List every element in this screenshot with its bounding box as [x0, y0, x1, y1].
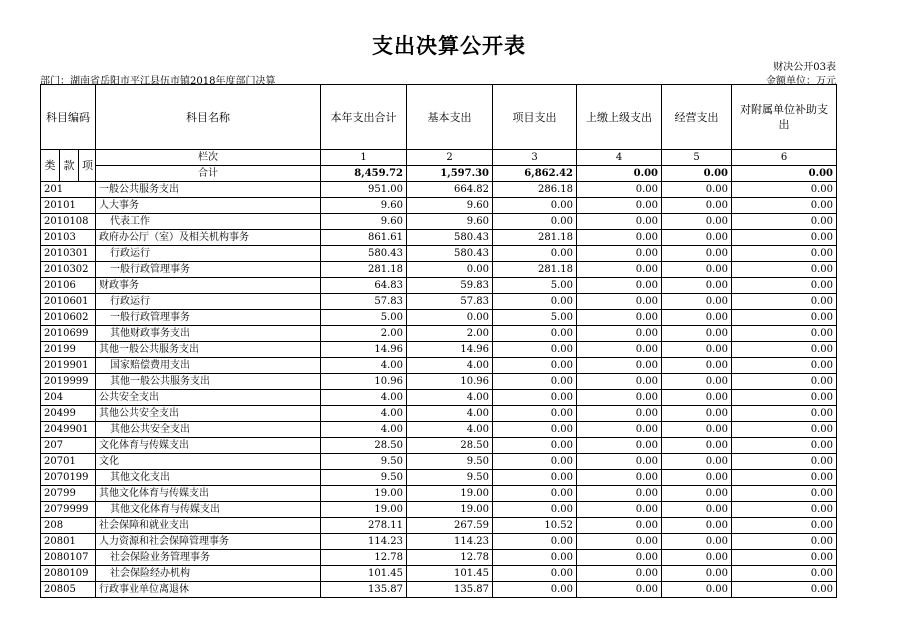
row-value: 12.78	[407, 550, 493, 566]
row-value: 281.18	[493, 262, 577, 278]
row-value: 0.00	[577, 470, 662, 486]
row-code: 201	[41, 182, 96, 198]
row-value: 0.00	[662, 486, 732, 502]
row-code: 2010301	[41, 246, 96, 262]
row-code: 20805	[41, 582, 96, 598]
table-row	[41, 518, 837, 534]
row-name: 其他文化体育与传媒支出	[96, 486, 321, 502]
row-value: 0.00	[732, 310, 837, 326]
table-row	[41, 246, 837, 262]
row-value: 0.00	[577, 550, 662, 566]
row-value: 951.00	[321, 182, 407, 198]
row-value: 0.00	[577, 326, 662, 342]
row-value: 0.00	[732, 566, 837, 582]
row-name: 其他文化支出	[96, 470, 321, 486]
table-row	[41, 374, 837, 390]
row-value: 114.23	[321, 534, 407, 550]
table-row	[41, 214, 837, 230]
department-label: 部门：湖南省岳阳市平江县伍市镇2018年度部门决算	[40, 76, 276, 87]
row-value: 0.00	[493, 422, 577, 438]
col-index-5: 5	[662, 150, 732, 166]
row-value: 101.45	[321, 566, 407, 582]
header-xiang: 项	[79, 150, 96, 182]
row-value: 0.00	[732, 374, 837, 390]
row-value: 0.00	[662, 374, 732, 390]
row-value: 0.00	[732, 454, 837, 470]
row-name: 一般公共服务支出	[96, 182, 321, 198]
row-value: 0.00	[732, 422, 837, 438]
table-row	[41, 278, 837, 294]
row-name: 文化体育与传媒支出	[96, 438, 321, 454]
row-name: 其他一般公共服务支出	[96, 342, 321, 358]
table-row	[41, 182, 837, 198]
row-name: 公共安全支出	[96, 390, 321, 406]
row-code: 20799	[41, 486, 96, 502]
row-value: 19.00	[407, 486, 493, 502]
row-value: 2.00	[321, 326, 407, 342]
row-value: 9.50	[321, 470, 407, 486]
row-value: 281.18	[321, 262, 407, 278]
row-code: 2049901	[41, 422, 96, 438]
row-value: 278.11	[321, 518, 407, 534]
row-value: 0.00	[732, 246, 837, 262]
row-value: 0.00	[493, 198, 577, 214]
row-value: 0.00	[662, 550, 732, 566]
total-value: 6,862.42	[493, 166, 577, 182]
expenditure-table	[40, 84, 837, 598]
row-value: 28.50	[407, 438, 493, 454]
row-value: 0.00	[732, 518, 837, 534]
row-value: 0.00	[577, 198, 662, 214]
header-subsidy: 对附属单位补助支出	[732, 85, 837, 150]
row-value: 0.00	[493, 390, 577, 406]
row-value: 0.00	[662, 310, 732, 326]
row-value: 0.00	[662, 198, 732, 214]
row-name: 其他公共安全支出	[96, 422, 321, 438]
table-row	[41, 390, 837, 406]
table-row	[41, 406, 837, 422]
row-value: 0.00	[493, 566, 577, 582]
header-lanci: 栏次	[96, 150, 321, 166]
row-value: 0.00	[732, 182, 837, 198]
row-value: 0.00	[662, 214, 732, 230]
row-value: 861.61	[321, 230, 407, 246]
row-value: 0.00	[732, 502, 837, 518]
table-row	[41, 550, 837, 566]
row-value: 0.00	[732, 438, 837, 454]
row-code: 2010699	[41, 326, 96, 342]
row-name: 代表工作	[96, 214, 321, 230]
row-value: 14.96	[407, 342, 493, 358]
col-index-6: 6	[732, 150, 837, 166]
row-name: 一般行政管理事务	[96, 262, 321, 278]
row-name: 社会保险经办机构	[96, 566, 321, 582]
header-kuan: 款	[60, 150, 79, 182]
row-value: 9.60	[407, 198, 493, 214]
row-value: 286.18	[493, 182, 577, 198]
table-row	[41, 310, 837, 326]
header-operating: 经营支出	[662, 85, 732, 150]
table-row	[41, 294, 837, 310]
row-code: 204	[41, 390, 96, 406]
row-value: 580.43	[407, 230, 493, 246]
row-value: 57.83	[321, 294, 407, 310]
row-value: 10.96	[407, 374, 493, 390]
row-value: 0.00	[662, 470, 732, 486]
table-row	[41, 358, 837, 374]
row-value: 4.00	[321, 422, 407, 438]
col-index-4: 4	[577, 150, 662, 166]
row-value: 0.00	[577, 486, 662, 502]
row-code: 2080109	[41, 566, 96, 582]
row-value: 19.00	[407, 502, 493, 518]
row-value: 0.00	[577, 454, 662, 470]
row-value: 0.00	[732, 390, 837, 406]
row-value: 0.00	[577, 374, 662, 390]
row-value: 0.00	[662, 502, 732, 518]
row-value: 0.00	[662, 278, 732, 294]
col-index-3: 3	[493, 150, 577, 166]
row-value: 0.00	[407, 310, 493, 326]
row-code: 2019901	[41, 358, 96, 374]
row-value: 0.00	[493, 326, 577, 342]
row-name: 其他公共安全支出	[96, 406, 321, 422]
table-row	[41, 326, 837, 342]
row-value: 4.00	[407, 406, 493, 422]
row-value: 0.00	[577, 438, 662, 454]
row-value: 4.00	[407, 422, 493, 438]
row-value: 0.00	[493, 470, 577, 486]
row-value: 0.00	[662, 342, 732, 358]
row-value: 0.00	[493, 534, 577, 550]
row-value: 14.96	[321, 342, 407, 358]
row-value: 28.50	[321, 438, 407, 454]
row-value: 0.00	[493, 550, 577, 566]
row-value: 0.00	[732, 582, 837, 598]
row-value: 12.78	[321, 550, 407, 566]
form-number: 财决公开03表	[773, 62, 836, 73]
row-value: 0.00	[577, 214, 662, 230]
row-value: 0.00	[662, 326, 732, 342]
row-value: 0.00	[662, 518, 732, 534]
row-value: 0.00	[662, 358, 732, 374]
header-total: 本年支出合计	[321, 85, 407, 150]
row-name: 其他财政事务支出	[96, 326, 321, 342]
row-value: 0.00	[662, 534, 732, 550]
row-value: 0.00	[577, 566, 662, 582]
row-code: 207	[41, 438, 96, 454]
row-value: 57.83	[407, 294, 493, 310]
table-row	[41, 438, 837, 454]
row-value: 0.00	[662, 406, 732, 422]
row-value: 4.00	[321, 406, 407, 422]
row-value: 0.00	[732, 358, 837, 374]
row-code: 20103	[41, 230, 96, 246]
row-value: 135.87	[321, 582, 407, 598]
row-value: 10.52	[493, 518, 577, 534]
row-name: 行政运行	[96, 246, 321, 262]
row-value: 0.00	[732, 278, 837, 294]
row-value: 0.00	[732, 214, 837, 230]
row-name: 文化	[96, 454, 321, 470]
row-code: 20499	[41, 406, 96, 422]
row-value: 0.00	[662, 454, 732, 470]
table-row	[41, 582, 837, 598]
row-value: 19.00	[321, 502, 407, 518]
total-value: 1,597.30	[407, 166, 493, 182]
row-value: 0.00	[732, 534, 837, 550]
row-value: 4.00	[321, 390, 407, 406]
row-value: 4.00	[407, 358, 493, 374]
header-project: 项目支出	[493, 85, 577, 150]
row-value: 135.87	[407, 582, 493, 598]
row-value: 4.00	[407, 390, 493, 406]
row-value: 0.00	[577, 310, 662, 326]
row-name: 财政事务	[96, 278, 321, 294]
row-value: 0.00	[493, 358, 577, 374]
row-value: 9.50	[321, 454, 407, 470]
header-name: 科目名称	[96, 85, 321, 150]
row-value: 5.00	[321, 310, 407, 326]
table-row	[41, 198, 837, 214]
row-value: 0.00	[662, 438, 732, 454]
row-value: 0.00	[732, 550, 837, 566]
table-row	[41, 342, 837, 358]
row-value: 0.00	[662, 230, 732, 246]
table-row	[41, 502, 837, 518]
row-value: 0.00	[493, 582, 577, 598]
table-row	[41, 486, 837, 502]
header-lei: 类	[41, 150, 60, 182]
row-value: 0.00	[577, 422, 662, 438]
row-value: 0.00	[662, 246, 732, 262]
row-value: 0.00	[662, 262, 732, 278]
row-name: 其他文化体育与传媒支出	[96, 502, 321, 518]
unit-label: 金额单位：万元	[766, 76, 836, 87]
row-value: 0.00	[732, 230, 837, 246]
row-value: 267.59	[407, 518, 493, 534]
row-name: 人力资源和社会保障管理事务	[96, 534, 321, 550]
row-value: 0.00	[577, 582, 662, 598]
row-value: 0.00	[732, 470, 837, 486]
header-upper: 上缴上级支出	[577, 85, 662, 150]
row-value: 5.00	[493, 278, 577, 294]
row-value: 0.00	[732, 486, 837, 502]
row-value: 0.00	[493, 502, 577, 518]
row-value: 0.00	[662, 294, 732, 310]
row-value: 0.00	[493, 454, 577, 470]
total-value: 0.00	[577, 166, 662, 182]
row-code: 2010601	[41, 294, 96, 310]
row-value: 0.00	[732, 262, 837, 278]
header-code: 科目编码	[41, 85, 96, 150]
row-value: 0.00	[577, 262, 662, 278]
table-row	[41, 470, 837, 486]
row-value: 9.60	[321, 198, 407, 214]
row-name: 人大事务	[96, 198, 321, 214]
row-value: 0.00	[662, 422, 732, 438]
row-value: 19.00	[321, 486, 407, 502]
row-value: 0.00	[493, 486, 577, 502]
row-value: 664.82	[407, 182, 493, 198]
row-value: 0.00	[577, 358, 662, 374]
total-label: 合计	[96, 166, 321, 182]
row-name: 其他一般公共服务支出	[96, 374, 321, 390]
row-name: 一般行政管理事务	[96, 310, 321, 326]
row-value: 0.00	[732, 342, 837, 358]
row-value: 0.00	[577, 534, 662, 550]
row-value: 0.00	[577, 182, 662, 198]
row-name: 行政事业单位离退休	[96, 582, 321, 598]
row-value: 0.00	[407, 262, 493, 278]
row-name: 政府办公厅（室）及相关机构事务	[96, 230, 321, 246]
row-value: 0.00	[732, 326, 837, 342]
row-value: 0.00	[732, 406, 837, 422]
row-code: 20801	[41, 534, 96, 550]
table-row	[41, 454, 837, 470]
row-code: 2010602	[41, 310, 96, 326]
table-row	[41, 534, 837, 550]
row-value: 580.43	[407, 246, 493, 262]
page-title: 支出决算公开表	[372, 34, 526, 58]
row-name: 社会保障和就业支出	[96, 518, 321, 534]
row-value: 0.00	[577, 294, 662, 310]
row-value: 0.00	[493, 374, 577, 390]
row-code: 208	[41, 518, 96, 534]
row-value: 0.00	[577, 246, 662, 262]
row-value: 10.96	[321, 374, 407, 390]
row-code: 20199	[41, 342, 96, 358]
row-value: 0.00	[577, 502, 662, 518]
row-value: 64.83	[321, 278, 407, 294]
row-value: 0.00	[493, 214, 577, 230]
row-code: 2010108	[41, 214, 96, 230]
row-value: 0.00	[577, 406, 662, 422]
total-value: 0.00	[732, 166, 837, 182]
row-code: 2079999	[41, 502, 96, 518]
col-index-2: 2	[407, 150, 493, 166]
row-value: 0.00	[493, 246, 577, 262]
row-value: 0.00	[662, 390, 732, 406]
col-index-1: 1	[321, 150, 407, 166]
total-row	[41, 166, 837, 182]
total-value: 8,459.72	[321, 166, 407, 182]
row-value: 0.00	[577, 518, 662, 534]
row-value: 0.00	[577, 230, 662, 246]
row-value: 0.00	[577, 342, 662, 358]
row-code: 20701	[41, 454, 96, 470]
header-row	[41, 85, 837, 150]
table-row	[41, 422, 837, 438]
row-name: 国家赔偿费用支出	[96, 358, 321, 374]
row-value: 0.00	[493, 342, 577, 358]
row-value: 0.00	[662, 582, 732, 598]
row-value: 0.00	[493, 406, 577, 422]
row-value: 0.00	[493, 438, 577, 454]
table-row	[41, 566, 837, 582]
row-code: 2080107	[41, 550, 96, 566]
row-value: 9.50	[407, 470, 493, 486]
total-value: 0.00	[662, 166, 732, 182]
row-value: 580.43	[321, 246, 407, 262]
row-code: 2019999	[41, 374, 96, 390]
row-value: 5.00	[493, 310, 577, 326]
row-value: 0.00	[662, 182, 732, 198]
table-row	[41, 262, 837, 278]
row-code: 2070199	[41, 470, 96, 486]
row-code: 20106	[41, 278, 96, 294]
row-value: 0.00	[493, 294, 577, 310]
row-value: 2.00	[407, 326, 493, 342]
row-value: 281.18	[493, 230, 577, 246]
row-value: 59.83	[407, 278, 493, 294]
row-name: 社会保险业务管理事务	[96, 550, 321, 566]
row-value: 0.00	[732, 294, 837, 310]
table-row	[41, 230, 837, 246]
row-value: 114.23	[407, 534, 493, 550]
row-value: 0.00	[662, 566, 732, 582]
row-code: 2010302	[41, 262, 96, 278]
row-value: 9.60	[407, 214, 493, 230]
row-value: 9.50	[407, 454, 493, 470]
row-value: 0.00	[577, 390, 662, 406]
row-value: 4.00	[321, 358, 407, 374]
column-index-row	[41, 150, 837, 166]
row-name: 行政运行	[96, 294, 321, 310]
row-value: 9.60	[321, 214, 407, 230]
row-value: 0.00	[577, 278, 662, 294]
header-basic: 基本支出	[407, 85, 493, 150]
row-code: 20101	[41, 198, 96, 214]
row-value: 0.00	[732, 198, 837, 214]
row-value: 101.45	[407, 566, 493, 582]
